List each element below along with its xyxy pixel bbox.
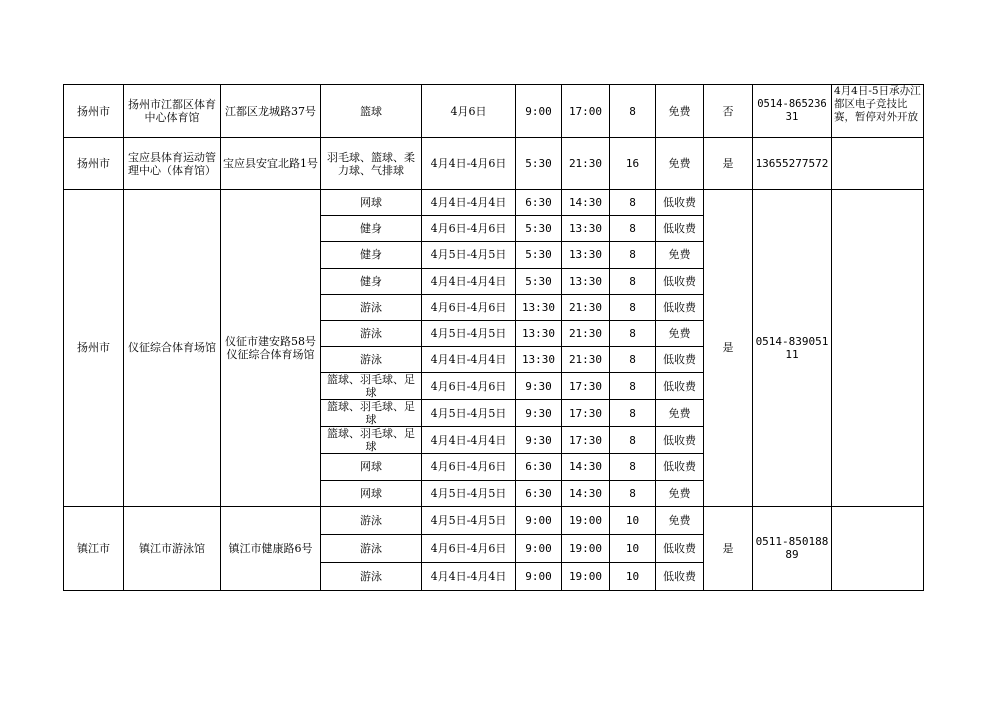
fee-cell: 低收费 bbox=[656, 534, 704, 562]
hours-cell: 8 bbox=[610, 347, 656, 373]
hours-cell: 8 bbox=[610, 190, 656, 216]
booking-cell: 是 bbox=[704, 190, 753, 507]
date-cell: 4月5日-4月5日 bbox=[422, 242, 516, 268]
close-time-cell: 13:30 bbox=[562, 268, 610, 294]
sport-cell: 篮球、羽毛球、足球 bbox=[321, 373, 422, 400]
open-time-cell: 9:00 bbox=[516, 85, 562, 138]
fee-cell: 免费 bbox=[656, 506, 704, 534]
venue-cell: 扬州市江都区体育中心体育馆 bbox=[124, 85, 221, 138]
fee-cell: 免费 bbox=[656, 138, 704, 190]
table-row bbox=[64, 190, 924, 216]
open-time-cell: 13:30 bbox=[516, 320, 562, 346]
sport-cell: 健身 bbox=[321, 216, 422, 242]
sport-cell: 游泳 bbox=[321, 347, 422, 373]
date-cell: 4月6日-4月6日 bbox=[422, 373, 516, 400]
hours-cell: 8 bbox=[610, 216, 656, 242]
fee-cell: 低收费 bbox=[656, 454, 704, 480]
date-cell: 4月5日-4月5日 bbox=[422, 400, 516, 427]
note-cell bbox=[832, 138, 924, 190]
date-cell: 4月4日-4月6日 bbox=[422, 138, 516, 190]
open-time-cell: 5:30 bbox=[516, 138, 562, 190]
close-time-cell: 17:30 bbox=[562, 373, 610, 400]
address-cell: 仪征市建安路58号仪征综合体育场馆 bbox=[221, 190, 321, 507]
city-cell: 扬州市 bbox=[64, 138, 124, 190]
venue-cell: 宝应县体育运动管理中心（体育馆） bbox=[124, 138, 221, 190]
sport-cell: 游泳 bbox=[321, 534, 422, 562]
close-time-cell: 19:00 bbox=[562, 562, 610, 590]
sport-cell: 游泳 bbox=[321, 562, 422, 590]
hours-cell: 10 bbox=[610, 506, 656, 534]
close-time-cell: 17:30 bbox=[562, 400, 610, 427]
open-time-cell: 9:00 bbox=[516, 506, 562, 534]
date-cell: 4月4日-4月4日 bbox=[422, 190, 516, 216]
close-time-cell: 21:30 bbox=[562, 138, 610, 190]
venue-cell: 镇江市游泳馆 bbox=[124, 506, 221, 590]
date-cell: 4月4日-4月4日 bbox=[422, 427, 516, 454]
fee-cell: 低收费 bbox=[656, 294, 704, 320]
sport-cell: 健身 bbox=[321, 242, 422, 268]
open-time-cell: 6:30 bbox=[516, 190, 562, 216]
close-time-cell: 21:30 bbox=[562, 294, 610, 320]
hours-cell: 8 bbox=[610, 400, 656, 427]
fee-cell: 低收费 bbox=[656, 216, 704, 242]
close-time-cell: 17:30 bbox=[562, 427, 610, 454]
hours-cell: 10 bbox=[610, 534, 656, 562]
hours-cell: 8 bbox=[610, 294, 656, 320]
phone-cell: 0511-85018889 bbox=[753, 506, 832, 590]
hours-cell: 8 bbox=[610, 427, 656, 454]
booking-cell: 否 bbox=[704, 85, 753, 138]
sport-cell: 篮球、羽毛球、足球 bbox=[321, 400, 422, 427]
table-body bbox=[64, 85, 924, 591]
table-row bbox=[64, 85, 924, 138]
close-time-cell: 14:30 bbox=[562, 454, 610, 480]
open-time-cell: 9:00 bbox=[516, 534, 562, 562]
hours-cell: 8 bbox=[610, 373, 656, 400]
open-time-cell: 6:30 bbox=[516, 454, 562, 480]
phone-cell: 0514-86523631 bbox=[753, 85, 832, 138]
hours-cell: 8 bbox=[610, 454, 656, 480]
hours-cell: 8 bbox=[610, 480, 656, 506]
hours-cell: 8 bbox=[610, 85, 656, 138]
address-cell: 镇江市健康路6号 bbox=[221, 506, 321, 590]
fee-cell: 低收费 bbox=[656, 562, 704, 590]
fee-cell: 免费 bbox=[656, 480, 704, 506]
open-time-cell: 13:30 bbox=[516, 294, 562, 320]
sport-cell: 羽毛球、篮球、柔力球、气排球 bbox=[321, 138, 422, 190]
note-text: 4月4日-5日承办江都区电子竞技比赛，暂停对外开放 bbox=[834, 85, 921, 123]
venue-cell: 仪征综合体育场馆 bbox=[124, 190, 221, 507]
close-time-cell: 19:00 bbox=[562, 506, 610, 534]
fee-cell: 低收费 bbox=[656, 347, 704, 373]
fee-cell: 低收费 bbox=[656, 427, 704, 454]
fee-cell: 低收费 bbox=[656, 190, 704, 216]
date-cell: 4月5日-4月5日 bbox=[422, 320, 516, 346]
booking-cell: 是 bbox=[704, 138, 753, 190]
close-time-cell: 13:30 bbox=[562, 242, 610, 268]
city-cell: 扬州市 bbox=[64, 85, 124, 138]
sport-cell: 篮球、羽毛球、足球 bbox=[321, 427, 422, 454]
close-time-cell: 21:30 bbox=[562, 347, 610, 373]
sport-cell: 网球 bbox=[321, 480, 422, 506]
fee-cell: 免费 bbox=[656, 242, 704, 268]
hours-cell: 8 bbox=[610, 320, 656, 346]
fee-cell: 免费 bbox=[656, 320, 704, 346]
close-time-cell: 21:30 bbox=[562, 320, 610, 346]
close-time-cell: 17:00 bbox=[562, 85, 610, 138]
sport-cell: 游泳 bbox=[321, 320, 422, 346]
booking-cell: 是 bbox=[704, 506, 753, 590]
phone-cell: 0514-83905111 bbox=[753, 190, 832, 507]
address-cell: 宝应县安宜北路1号 bbox=[221, 138, 321, 190]
note-cell bbox=[832, 506, 924, 590]
phone-cell: 13655277572 bbox=[753, 138, 832, 190]
hours-cell: 16 bbox=[610, 138, 656, 190]
close-time-cell: 14:30 bbox=[562, 190, 610, 216]
open-time-cell: 5:30 bbox=[516, 216, 562, 242]
open-time-cell: 5:30 bbox=[516, 242, 562, 268]
fee-cell: 免费 bbox=[656, 85, 704, 138]
open-time-cell: 9:30 bbox=[516, 427, 562, 454]
date-cell: 4月6日-4月6日 bbox=[422, 216, 516, 242]
city-cell: 镇江市 bbox=[64, 506, 124, 590]
date-cell: 4月6日-4月6日 bbox=[422, 454, 516, 480]
hours-cell: 10 bbox=[610, 562, 656, 590]
hours-cell: 8 bbox=[610, 242, 656, 268]
fee-cell: 低收费 bbox=[656, 268, 704, 294]
date-cell: 4月4日-4月4日 bbox=[422, 347, 516, 373]
close-time-cell: 14:30 bbox=[562, 480, 610, 506]
date-cell: 4月6日-4月6日 bbox=[422, 294, 516, 320]
date-cell: 4月5日-4月5日 bbox=[422, 480, 516, 506]
date-cell: 4月4日-4月4日 bbox=[422, 268, 516, 294]
sport-cell: 游泳 bbox=[321, 506, 422, 534]
sport-cell: 篮球 bbox=[321, 85, 422, 138]
close-time-cell: 19:00 bbox=[562, 534, 610, 562]
open-time-cell: 13:30 bbox=[516, 347, 562, 373]
date-cell: 4月6日-4月6日 bbox=[422, 534, 516, 562]
open-time-cell: 9:00 bbox=[516, 562, 562, 590]
open-time-cell: 9:30 bbox=[516, 373, 562, 400]
address-cell: 江都区龙城路37号 bbox=[221, 85, 321, 138]
sport-cell: 健身 bbox=[321, 268, 422, 294]
fee-cell: 低收费 bbox=[656, 373, 704, 400]
venue-schedule-table bbox=[63, 84, 924, 591]
close-time-cell: 13:30 bbox=[562, 216, 610, 242]
open-time-cell: 9:30 bbox=[516, 400, 562, 427]
sport-cell: 游泳 bbox=[321, 294, 422, 320]
open-time-cell: 6:30 bbox=[516, 480, 562, 506]
note-cell bbox=[832, 85, 924, 138]
note-cell bbox=[832, 190, 924, 507]
sport-cell: 网球 bbox=[321, 454, 422, 480]
table-row bbox=[64, 506, 924, 534]
sport-cell: 网球 bbox=[321, 190, 422, 216]
date-cell: 4月4日-4月4日 bbox=[422, 562, 516, 590]
date-cell: 4月6日 bbox=[422, 85, 516, 138]
fee-cell: 免费 bbox=[656, 400, 704, 427]
hours-cell: 8 bbox=[610, 268, 656, 294]
open-time-cell: 5:30 bbox=[516, 268, 562, 294]
date-cell: 4月5日-4月5日 bbox=[422, 506, 516, 534]
table-row bbox=[64, 138, 924, 190]
city-cell: 扬州市 bbox=[64, 190, 124, 507]
